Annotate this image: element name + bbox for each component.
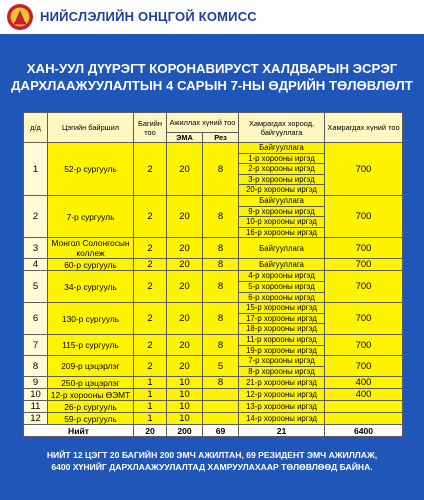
coverage-item: 4-р хорооны иргэд	[239, 271, 324, 282]
cell-teams: 1	[134, 377, 167, 389]
coverage-item: 13-р хорооны иргэд	[246, 402, 317, 412]
page-title-line-2: ДАРХЛААЖУУЛАЛТЫН 4 САРЫН 7-НЫ ӨДРИЙН ТӨЛӨВЛӨЛТ	[11, 78, 413, 93]
cell-people: 400	[325, 389, 403, 401]
cell-ema: 20	[167, 356, 203, 377]
coverage-item: 19-р хорооны иргэд	[246, 345, 317, 355]
cell-rez: 8	[203, 271, 239, 303]
cell-location: 60-р сургууль	[48, 259, 134, 271]
coverage-item: 1-р хорооны иргэд	[239, 154, 324, 165]
cell-coverage	[239, 356, 325, 377]
cell-no: 12	[24, 413, 48, 425]
cell-location: 12-р хорооны ӨЭМТ	[48, 389, 134, 401]
coverage-item: 3-р хорооны иргэд	[239, 175, 324, 186]
cell-teams: 2	[134, 356, 167, 377]
cell-location: 250-р цэцэрлэг	[48, 377, 134, 389]
cell-rez: 8	[203, 196, 239, 238]
cell-no: 7	[24, 334, 48, 355]
coverage-item: 21-р хорооны иргэд	[246, 378, 317, 388]
coverage-item: Байгууллага	[259, 260, 304, 270]
cell-teams: 2	[134, 238, 167, 259]
table-row	[24, 238, 403, 259]
table-row	[24, 413, 403, 425]
plan-rows	[24, 143, 403, 425]
cell-rez: 8	[203, 238, 239, 259]
table-row	[24, 271, 403, 303]
cell-teams: 2	[134, 196, 167, 238]
coverage-item: 8-р хорооны иргэд	[248, 366, 315, 376]
footer-summary	[0, 450, 424, 473]
coverage-item: 10-р хорооны иргэд	[239, 217, 324, 228]
cell-coverage	[239, 196, 325, 238]
cell-no: 11	[24, 401, 48, 413]
cell-teams: 1	[134, 401, 167, 413]
total-rez: 69	[203, 425, 239, 437]
coverage-item: Байгууллага	[239, 143, 324, 154]
cell-location: 209-р цэцэрлэг	[48, 356, 134, 377]
table-row	[24, 303, 403, 335]
cell-rez: 8	[203, 259, 239, 271]
table-row	[24, 401, 403, 413]
coverage-item: 7-р хорооны иргэд	[239, 356, 324, 367]
cell-no: 3	[24, 238, 48, 259]
cell-coverage	[239, 413, 325, 425]
cell-ema: 20	[167, 196, 203, 238]
coverage-item: 18-р хорооны иргэд	[246, 324, 317, 334]
cell-ema: 10	[167, 389, 203, 401]
page-title	[0, 60, 424, 94]
cell-people	[325, 401, 403, 413]
header-ema: ЭМА	[167, 133, 203, 143]
coverage-item: 11-р хорооны иргэд	[239, 335, 324, 346]
cell-coverage	[239, 401, 325, 413]
total-ema: 200	[167, 425, 203, 437]
cell-rez: 8	[203, 143, 239, 196]
cell-location: 130-р сургууль	[48, 303, 134, 335]
cell-ema: 10	[167, 377, 203, 389]
cell-people: 700	[325, 143, 403, 196]
header-rez: Рез	[203, 133, 239, 143]
header-location: Цэгийн байршил	[48, 113, 134, 143]
cell-people: 700	[325, 238, 403, 259]
cell-people: 700	[325, 271, 403, 303]
total-row	[24, 425, 403, 437]
cell-no: 1	[24, 143, 48, 196]
cell-no: 9	[24, 377, 48, 389]
coverage-item: 9-р хорооны иргэд	[239, 207, 324, 218]
cell-rez: 8	[203, 334, 239, 355]
coverage-item: 16-р хорооны иргэд	[246, 227, 317, 237]
cell-ema: 20	[167, 143, 203, 196]
table-row	[24, 143, 403, 196]
cell-location: 115-р сургууль	[48, 334, 134, 355]
page-title-line-1: ХАН-УУЛ ДҮҮРЭГТ КОРОНАВИРУСТ ХАЛДВАРЫН ЭСРЭГ	[26, 61, 398, 76]
cell-ema: 20	[167, 271, 203, 303]
coverage-item: Байгууллага	[259, 243, 304, 253]
cell-ema: 20	[167, 334, 203, 355]
cell-teams: 2	[134, 334, 167, 355]
cell-ema: 20	[167, 303, 203, 335]
city-emblem-icon	[6, 3, 34, 31]
table-row	[24, 259, 403, 271]
coverage-item: 2-р хорооны иргэд	[239, 164, 324, 175]
cell-coverage	[239, 259, 325, 271]
cell-no: 8	[24, 356, 48, 377]
cell-teams: 1	[134, 413, 167, 425]
cell-teams: 2	[134, 259, 167, 271]
cell-ema: 20	[167, 259, 203, 271]
cell-teams: 1	[134, 389, 167, 401]
cell-rez: 8	[203, 303, 239, 335]
cell-location: 52-р сургууль	[48, 143, 134, 196]
cell-people: 700	[325, 356, 403, 377]
cell-people: 400	[325, 377, 403, 389]
header-staff: Ажиллах хүний тоо	[167, 113, 239, 133]
coverage-item: 15-р хорооны иргэд	[239, 303, 324, 314]
cell-no: 6	[24, 303, 48, 335]
cell-rez	[203, 389, 239, 401]
cell-teams: 2	[134, 143, 167, 196]
cell-ema: 10	[167, 401, 203, 413]
table-row	[24, 356, 403, 377]
coverage-item: 5-р хорооны иргэд	[239, 282, 324, 293]
cell-rez: 5	[203, 356, 239, 377]
cell-no: 4	[24, 259, 48, 271]
total-people: 6400	[325, 425, 403, 437]
coverage-item: 12-р хорооны иргэд	[246, 390, 317, 400]
cell-coverage	[239, 303, 325, 335]
header-title: НИЙСЛЭЛИЙН ОНЦГОЙ КОМИСС	[40, 9, 257, 24]
table-row	[24, 377, 403, 389]
cell-no: 10	[24, 389, 48, 401]
cell-location: 7-р сургууль	[48, 196, 134, 238]
cell-people	[325, 413, 403, 425]
cell-coverage	[239, 271, 325, 303]
cell-people: 700	[325, 334, 403, 355]
cell-location: Монгол Солонгосын коллеж	[48, 238, 134, 259]
coverage-item: 20-р хорооны иргэд	[246, 185, 317, 195]
cell-teams: 2	[134, 303, 167, 335]
coverage-item: Байгууллага	[239, 196, 324, 207]
cell-coverage	[239, 334, 325, 355]
coverage-item: 14-р хорооны иргэд	[246, 414, 317, 424]
cell-teams: 2	[134, 271, 167, 303]
cell-coverage	[239, 389, 325, 401]
table-row	[24, 389, 403, 401]
cell-ema: 20	[167, 238, 203, 259]
coverage-item: 17-р хорооны иргэд	[239, 314, 324, 325]
cell-rez	[203, 413, 239, 425]
cell-rez: 8	[203, 377, 239, 389]
cell-ema: 10	[167, 413, 203, 425]
header-no: д/д	[24, 113, 48, 143]
header-people: Хамрагдах хүний тоо	[325, 113, 403, 143]
cell-people: 700	[325, 303, 403, 335]
cell-coverage	[239, 238, 325, 259]
cell-location: 34-р сургууль	[48, 271, 134, 303]
cell-rez	[203, 401, 239, 413]
cell-location: 26-р сургууль	[48, 401, 134, 413]
coverage-item: 6-р хорооны иргэд	[248, 292, 315, 302]
footer-line-1: НИЙТ 12 ЦЭГТ 20 БАГИЙН 200 ЭМЧ АЖИЛТАН, 69 РЕЗИДЕНТ ЭМЧ АЖИЛЛАЖ,	[46, 450, 378, 460]
cell-coverage	[239, 377, 325, 389]
cell-no: 5	[24, 271, 48, 303]
header-coverage: Хамрагдах хороод, байгууллага	[239, 113, 325, 143]
table-row	[24, 196, 403, 238]
footer-line-2: 6400 ХҮНИЙГ ДАРХЛААЖУУЛАЛТАД ХАМРУУЛАХААР ТӨЛӨВЛӨӨД БАЙНА.	[51, 461, 373, 472]
plan-table	[23, 112, 403, 437]
total-label: Нийт	[24, 425, 134, 437]
header-teams: Багийн тоо	[134, 113, 167, 143]
total-teams: 20	[134, 425, 167, 437]
total-areas: 21	[239, 425, 325, 437]
cell-location: 59-р сургууль	[48, 413, 134, 425]
table-row	[24, 334, 403, 355]
cell-no: 2	[24, 196, 48, 238]
header-bar	[0, 0, 424, 34]
cell-people: 700	[325, 259, 403, 271]
cell-coverage	[239, 143, 325, 196]
cell-people: 700	[325, 196, 403, 238]
